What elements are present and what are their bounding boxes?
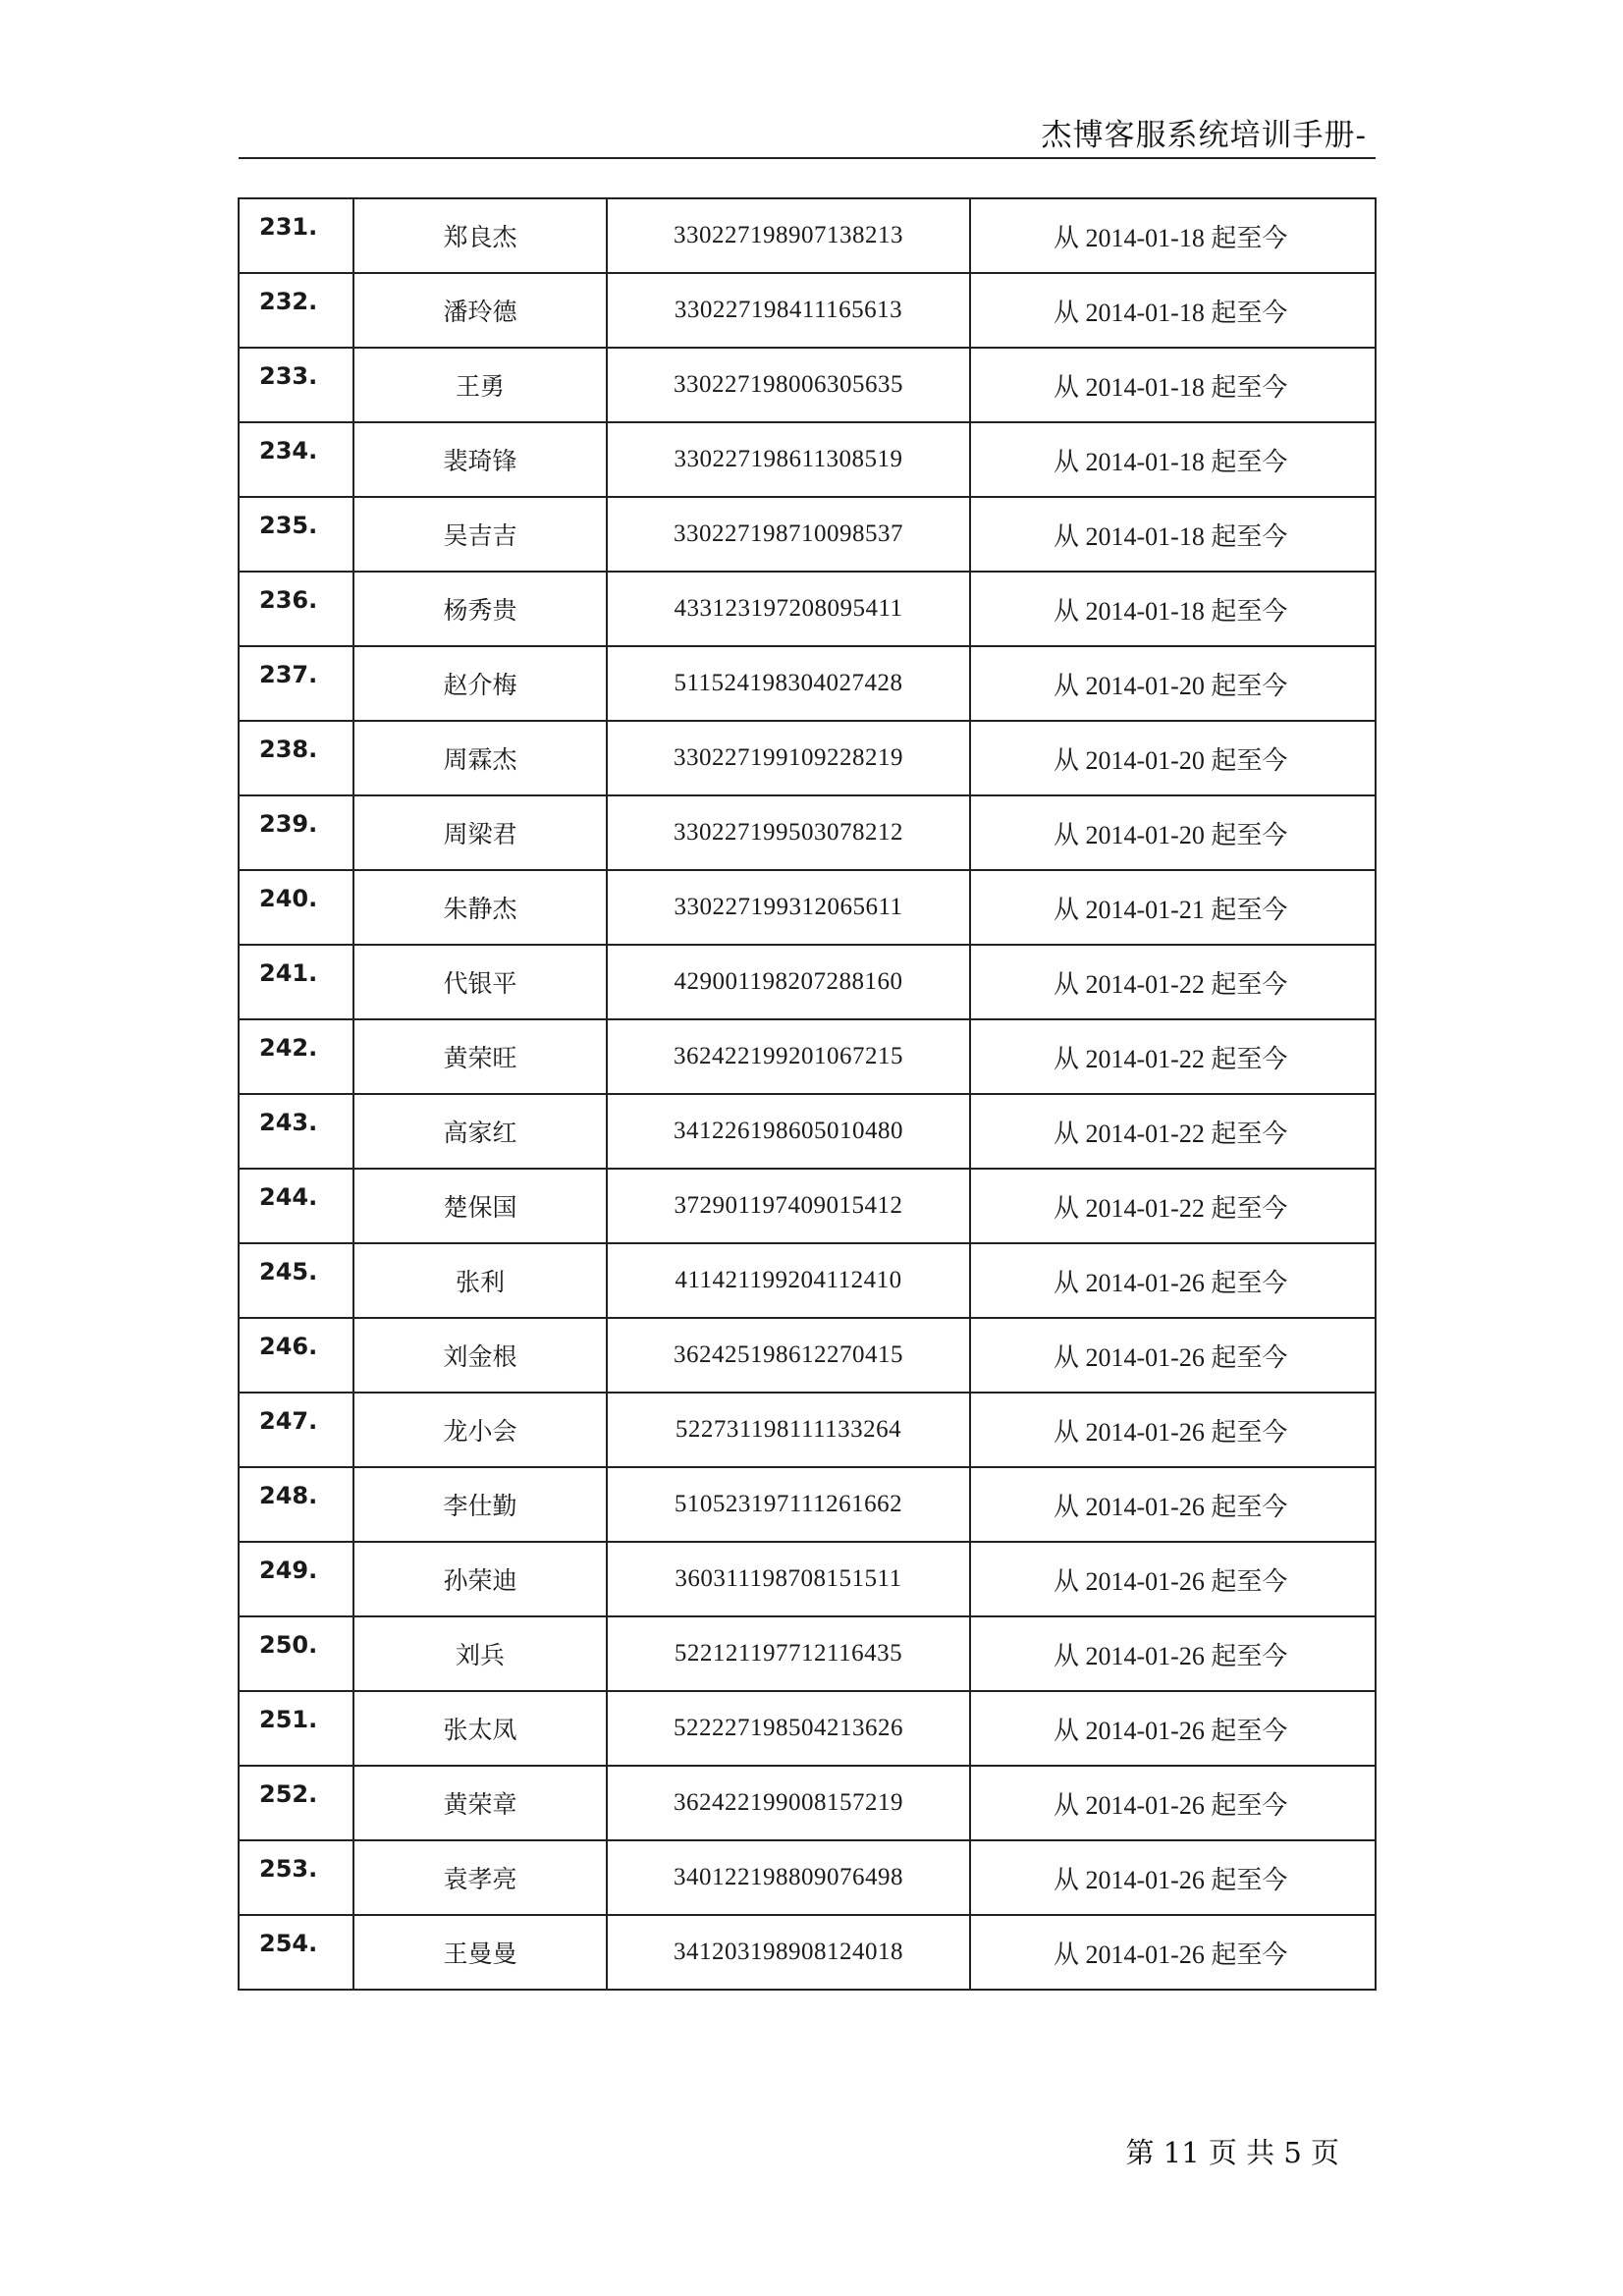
row-name: 楚保国 [353,1169,607,1243]
row-name: 王勇 [353,348,607,422]
row-index: 235. [239,497,353,572]
row-period: 从 2014-01-26 起至今 [970,1691,1376,1766]
row-id-number: 511524198304027428 [607,646,970,721]
row-id-number: 330227198907138213 [607,198,970,273]
row-period: 从 2014-01-26 起至今 [970,1616,1376,1691]
row-id-number: 330227198611308519 [607,422,970,497]
row-index: 245. [239,1243,353,1318]
row-period: 从 2014-01-26 起至今 [970,1915,1376,1990]
table-row [239,1019,1376,1094]
table-row [239,1840,1376,1915]
table-row [239,1318,1376,1393]
row-index: 247. [239,1393,353,1467]
row-period: 从 2014-01-20 起至今 [970,646,1376,721]
row-id-number: 330227199109228219 [607,721,970,795]
row-index: 254. [239,1915,353,1990]
row-period: 从 2014-01-21 起至今 [970,870,1376,945]
table-row [239,721,1376,795]
row-name: 赵介梅 [353,646,607,721]
row-period: 从 2014-01-18 起至今 [970,198,1376,273]
row-id-number: 360311198708151511 [607,1542,970,1616]
row-id-number: 522121197712116435 [607,1616,970,1691]
row-id-number: 330227198710098537 [607,497,970,572]
row-period: 从 2014-01-18 起至今 [970,497,1376,572]
row-index: 231. [239,198,353,273]
row-index: 249. [239,1542,353,1616]
row-period: 从 2014-01-22 起至今 [970,1094,1376,1169]
table-row [239,646,1376,721]
row-index: 238. [239,721,353,795]
row-id-number: 330227199312065611 [607,870,970,945]
row-id-number: 522731198111133264 [607,1393,970,1467]
table-row [239,422,1376,497]
table-row [239,572,1376,646]
table-row [239,1467,1376,1542]
row-period: 从 2014-01-18 起至今 [970,572,1376,646]
row-id-number: 341226198605010480 [607,1094,970,1169]
row-id-number: 362422199008157219 [607,1766,970,1840]
row-index: 240. [239,870,353,945]
row-name: 刘兵 [353,1616,607,1691]
table-row [239,1691,1376,1766]
table-row [239,1393,1376,1467]
row-index: 241. [239,945,353,1019]
row-id-number: 362425198612270415 [607,1318,970,1393]
row-name: 朱静杰 [353,870,607,945]
row-index: 246. [239,1318,353,1393]
row-index: 244. [239,1169,353,1243]
row-period: 从 2014-01-22 起至今 [970,945,1376,1019]
table-row [239,795,1376,870]
row-period: 从 2014-01-26 起至今 [970,1318,1376,1393]
row-name: 周霖杰 [353,721,607,795]
row-period: 从 2014-01-26 起至今 [970,1393,1376,1467]
table-row [239,198,1376,273]
table-row [239,1169,1376,1243]
row-name: 黄荣旺 [353,1019,607,1094]
row-index: 253. [239,1840,353,1915]
table-row [239,1915,1376,1990]
row-id-number: 330227199503078212 [607,795,970,870]
row-index: 251. [239,1691,353,1766]
row-name: 张太凤 [353,1691,607,1766]
row-name: 潘玲德 [353,273,607,348]
row-period: 从 2014-01-18 起至今 [970,348,1376,422]
row-id-number: 330227198006305635 [607,348,970,422]
row-index: 232. [239,273,353,348]
row-id-number: 330227198411165613 [607,273,970,348]
row-name: 刘金根 [353,1318,607,1393]
row-name: 袁孝亮 [353,1840,607,1915]
row-period: 从 2014-01-18 起至今 [970,422,1376,497]
table-row [239,1243,1376,1318]
page-header-title: 杰博客服系统培训手册- [1041,118,1367,153]
row-name: 张利 [353,1243,607,1318]
row-name: 周梁君 [353,795,607,870]
row-id-number: 362422199201067215 [607,1019,970,1094]
row-id-number: 433123197208095411 [607,572,970,646]
table-row [239,348,1376,422]
table-row [239,1094,1376,1169]
row-name: 黄荣章 [353,1766,607,1840]
row-period: 从 2014-01-26 起至今 [970,1840,1376,1915]
row-index: 252. [239,1766,353,1840]
row-index: 237. [239,646,353,721]
row-index: 243. [239,1094,353,1169]
row-index: 250. [239,1616,353,1691]
row-period: 从 2014-01-26 起至今 [970,1467,1376,1542]
row-name: 龙小会 [353,1393,607,1467]
row-name: 裴琦锋 [353,422,607,497]
records-table [238,197,1377,1991]
row-id-number: 340122198809076498 [607,1840,970,1915]
row-index: 234. [239,422,353,497]
table-row [239,870,1376,945]
page-footer-label: 第 11 页 共 5 页 [1125,2136,1339,2169]
row-period: 从 2014-01-26 起至今 [970,1766,1376,1840]
table-row [239,945,1376,1019]
table-row [239,497,1376,572]
row-id-number: 341203198908124018 [607,1915,970,1990]
row-period: 从 2014-01-22 起至今 [970,1169,1376,1243]
table-row [239,1616,1376,1691]
row-period: 从 2014-01-26 起至今 [970,1243,1376,1318]
row-id-number: 429001198207288160 [607,945,970,1019]
row-name: 王曼曼 [353,1915,607,1990]
row-name: 代银平 [353,945,607,1019]
row-index: 248. [239,1467,353,1542]
row-period: 从 2014-01-22 起至今 [970,1019,1376,1094]
row-period: 从 2014-01-20 起至今 [970,721,1376,795]
table-row [239,273,1376,348]
row-name: 孙荣迪 [353,1542,607,1616]
records-table-body [239,198,1376,1990]
row-name: 吴吉吉 [353,497,607,572]
row-period: 从 2014-01-20 起至今 [970,795,1376,870]
table-row [239,1542,1376,1616]
row-id-number: 372901197409015412 [607,1169,970,1243]
header-divider [239,157,1376,159]
row-id-number: 510523197111261662 [607,1467,970,1542]
row-id-number: 411421199204112410 [607,1243,970,1318]
row-period: 从 2014-01-18 起至今 [970,273,1376,348]
row-name: 高家红 [353,1094,607,1169]
row-index: 233. [239,348,353,422]
row-id-number: 522227198504213626 [607,1691,970,1766]
row-index: 242. [239,1019,353,1094]
row-name: 杨秀贵 [353,572,607,646]
row-index: 239. [239,795,353,870]
row-period: 从 2014-01-26 起至今 [970,1542,1376,1616]
row-index: 236. [239,572,353,646]
table-row [239,1766,1376,1840]
row-name: 李仕勤 [353,1467,607,1542]
row-name: 郑良杰 [353,198,607,273]
